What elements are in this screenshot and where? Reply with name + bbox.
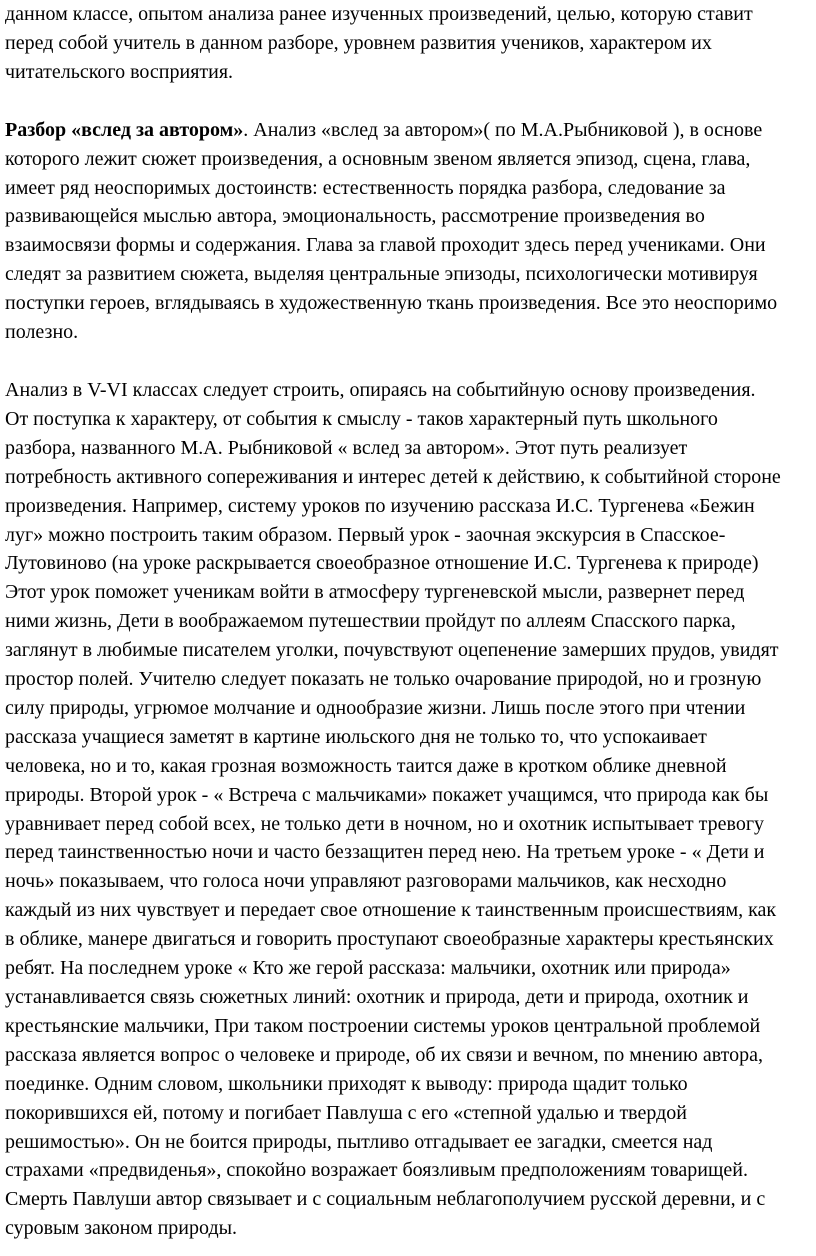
text-line: решимостью». Он не боится природы, пытливо отгадывает ее загадки, смеется над bbox=[5, 1130, 713, 1153]
text-line: в облике, манере двигаться и говорить проступают своеобразные характеры крестьянских bbox=[5, 928, 774, 951]
text-line: Этот урок поможет ученикам войти в атмосферу тургеневской мысли, развернет перед bbox=[5, 581, 745, 604]
text-line: читательского восприятия. bbox=[5, 60, 234, 83]
text-line: поединке. Одним словом, школьники приходят к выводу: природа щадит только bbox=[5, 1072, 688, 1095]
text-line: крестьянские мальчики, При таком построении системы уроков центральной проблемой bbox=[5, 1014, 761, 1037]
text-line: разбора, названного М.А. Рыбниковой « вслед за автором». Этот путь реализует bbox=[5, 436, 688, 459]
text-line: которого лежит сюжет произведения, а основным звеном является эпизод, сцена, глава, bbox=[5, 147, 751, 170]
text-line: Смерть Павлуши автор связывает и с социальным неблагополучием русской деревни, и с bbox=[5, 1188, 766, 1211]
text-line: данном классе, опытом анализа ранее изученных произведений, целью, которую ставит bbox=[5, 3, 753, 25]
text-line: рассказа является вопрос о человеке и природе, об их связи и вечном, по мнению автора, bbox=[5, 1043, 764, 1066]
text-line: имеет ряд неоспоримых достоинств: естественность порядка разбора, следование за bbox=[5, 176, 726, 199]
text-line: поступки героев, вглядываясь в художественную ткань произведения. Все это неоспоримо bbox=[5, 292, 778, 315]
text-line: Лутовиново (на уроке раскрывается своеобразное отношение И.С. Тургенева к природе) bbox=[5, 552, 759, 575]
paragraph-3 bbox=[5, 376, 813, 1243]
text-line bbox=[5, 116, 813, 145]
text-line: простор полей. Учителю следует показать не только очарование природой, но и грозную bbox=[5, 668, 762, 691]
document-page bbox=[5, 0, 813, 1243]
paragraph-1 bbox=[5, 0, 813, 87]
text-line: устанавливается связь сюжетных линий: охотник и природа, дети и природа, охотник и bbox=[5, 986, 749, 1008]
text-line: взаимосвязи формы и содержания. Глава за главой проходит здесь перед учениками. Они bbox=[5, 234, 766, 257]
text-line: природы. Второй урок - « Встреча с мальчиками» покажет учащимся, что природа как бы bbox=[5, 783, 769, 806]
text-line: ними жизнь, Дети в воображаемом путешествии пройдут по аллеям Спасского парка, bbox=[5, 610, 736, 633]
section-heading: Разбор «вслед за автором» bbox=[5, 118, 244, 141]
text-line: уравнивает перед собой всех, не только дети в ночном, но и охотник испытывает тревогу bbox=[5, 812, 765, 835]
text-line: человека, но и то, какая грозная возможность таится даже в кротком облике дневной bbox=[5, 754, 727, 777]
text-line: От поступка к характеру, от события к смыслу - таков характерный путь школьного bbox=[5, 407, 718, 430]
text-line: перед таинственностью ночи и часто беззащитен перед нею. На третьем уроке - « Дети и bbox=[5, 841, 765, 864]
text-line: ребят. На последнем уроке « Кто же герой рассказа: мальчики, охотник или природа» bbox=[5, 957, 731, 980]
paragraph-2 bbox=[5, 116, 813, 347]
text-line: развивающейся мыслью автора, эмоциональность, рассмотрение произведения во bbox=[5, 205, 705, 228]
text-line: страхами «предвиденья», спокойно возражает боязливым предположениям товарищей. bbox=[5, 1159, 748, 1182]
text-line: суровым законом природы. bbox=[5, 1217, 238, 1240]
text-line: каждый из них чувствует и передает свое отношение к таинственным происшествиям, как bbox=[5, 899, 777, 922]
text-line: потребность активного сопереживания и интерес детей к действию, к событийной стороне bbox=[5, 465, 781, 488]
text-run: . Анализ «вслед за автором»( по М.А.Рыбниковой ), в основе bbox=[243, 118, 763, 141]
text-line: следят за развитием сюжета, выделяя центральные эпизоды, психологически мотивируя bbox=[5, 263, 758, 286]
text-line: покорившихся ей, потому и погибает Павлуша с его «степной удалью и твердой bbox=[5, 1101, 688, 1124]
text-line: полезно. bbox=[5, 321, 79, 344]
text-line: ночь» показываем, что голоса ночи управляют разговорами мальчиков, как несходно bbox=[5, 870, 727, 893]
text-line: перед собой учитель в данном разборе, уровнем развития учеников, характером их bbox=[5, 31, 712, 54]
text-line: луг» можно построить таким образом. Первый урок - заочная экскурсия в Спасское- bbox=[5, 523, 726, 546]
text-line: силу природы, угрюмое молчание и однообразие жизни. Лишь после этого при чтении bbox=[5, 696, 746, 719]
text-line: заглянут в любимые писателем уголки, почувствуют оцепенение замерших прудов, увидят bbox=[5, 639, 779, 662]
text-line: произведения. Например, систему уроков по изучению рассказа И.С. Тургенева «Бежин bbox=[5, 494, 755, 517]
text-line: рассказа учащиеся заметят в картине июльского дня не только то, что успокаивает bbox=[5, 725, 707, 748]
text-line: Анализ в V-VI классах следует строить, опираясь на событийную основу произведения. bbox=[5, 378, 756, 401]
